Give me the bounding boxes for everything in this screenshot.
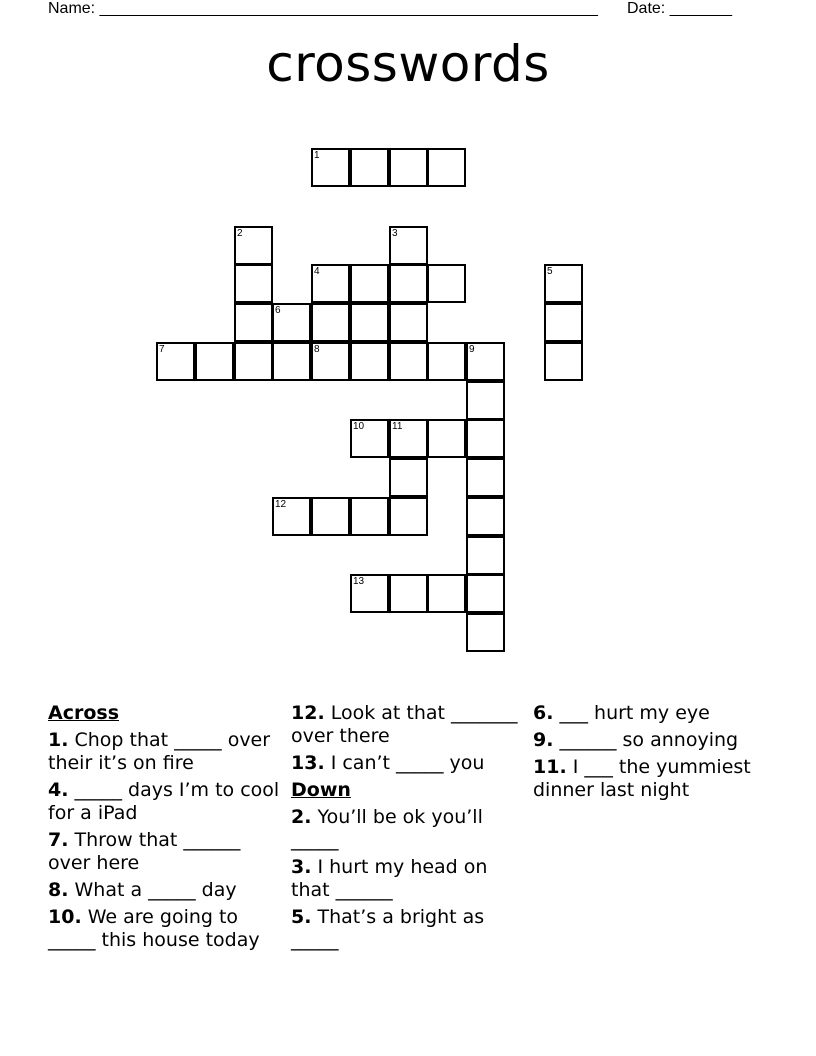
- clue-number: 2.: [291, 806, 312, 828]
- clue-across-8: [48, 879, 286, 902]
- name-field[interactable]: Name: ________________________________________________________: [48, 0, 598, 17]
- clue-text: Look at that _______ over there: [291, 702, 518, 747]
- clues-column-3: [533, 702, 773, 806]
- grid-cell[interactable]: [350, 574, 389, 613]
- clue-across-1: [48, 729, 286, 775]
- grid-cell[interactable]: [466, 458, 505, 497]
- grid-cell[interactable]: [544, 264, 583, 303]
- grid-cell[interactable]: [234, 226, 273, 265]
- across-heading: Across: [48, 702, 120, 724]
- clue-number: 10.: [48, 906, 82, 928]
- grid-cell[interactable]: [389, 458, 428, 497]
- clue-text: You’ll be ok you’ll _____: [291, 806, 483, 851]
- clue-number: 7.: [48, 829, 69, 851]
- grid-cell[interactable]: [311, 148, 350, 187]
- clue-down-3: [291, 856, 527, 902]
- grid-cell[interactable]: [466, 536, 505, 575]
- clue-number: 3.: [291, 856, 312, 878]
- clue-text: That’s a bright as _____: [291, 906, 485, 951]
- grid-cell[interactable]: [389, 226, 428, 265]
- grid-cell[interactable]: [195, 342, 234, 381]
- clue-number: 5.: [291, 906, 312, 928]
- grid-cell[interactable]: [427, 264, 466, 303]
- grid-cell[interactable]: [234, 264, 273, 303]
- grid-cell[interactable]: [311, 303, 350, 342]
- grid-cell[interactable]: [427, 574, 466, 613]
- clue-text: ______ so annoying: [553, 729, 739, 751]
- down-heading: Down: [291, 779, 351, 801]
- grid-cell[interactable]: [466, 574, 505, 613]
- clue-number: 13.: [291, 752, 325, 774]
- grid-cell[interactable]: [311, 264, 350, 303]
- clue-text: _____ days I’m to cool for a iPad: [48, 779, 280, 824]
- date-field[interactable]: Date: _______: [627, 0, 732, 17]
- clue-number-label: 1: [314, 150, 320, 161]
- clue-text: I ___ the yummiest dinner last night: [533, 756, 751, 801]
- grid-cell[interactable]: [466, 419, 505, 458]
- clue-down-5: [291, 906, 527, 952]
- grid-cell[interactable]: [350, 148, 389, 187]
- clue-across-4: [48, 779, 286, 825]
- grid-cell[interactable]: [272, 303, 311, 342]
- clue-number: 8.: [48, 879, 69, 901]
- grid-cell[interactable]: [234, 303, 273, 342]
- grid-cell[interactable]: [234, 342, 273, 381]
- clue-across-13: [291, 752, 527, 775]
- clue-down-2: [291, 806, 527, 852]
- clue-number-label: 7: [159, 344, 165, 355]
- clue-number: 4.: [48, 779, 69, 801]
- grid-cell[interactable]: [544, 303, 583, 342]
- clue-text: ___ hurt my eye: [553, 702, 710, 724]
- grid-cell[interactable]: [389, 264, 428, 303]
- grid-cell[interactable]: [389, 497, 428, 536]
- grid-cell[interactable]: [350, 264, 389, 303]
- grid-cell[interactable]: [272, 342, 311, 381]
- clue-number-label: 3: [392, 228, 398, 239]
- clue-down-9: [533, 729, 773, 752]
- clue-number-label: 10: [353, 421, 365, 432]
- grid-cell[interactable]: [466, 497, 505, 536]
- grid-cell[interactable]: [311, 342, 350, 381]
- grid-cell[interactable]: [272, 497, 311, 536]
- grid-cell[interactable]: [544, 342, 583, 381]
- clue-number-label: 6: [275, 305, 281, 316]
- clue-number-label: 4: [314, 266, 320, 277]
- grid-cell[interactable]: [350, 419, 389, 458]
- grid-cell[interactable]: [350, 303, 389, 342]
- grid-cell[interactable]: [389, 303, 428, 342]
- clue-across-7: [48, 829, 286, 875]
- clue-number-label: 8: [314, 344, 320, 355]
- grid-cell[interactable]: [466, 342, 505, 381]
- clue-number-label: 13: [353, 576, 365, 587]
- clue-across-12: [291, 702, 527, 748]
- clue-text: I hurt my head on that ______: [291, 856, 488, 901]
- clue-number-label: 5: [547, 266, 553, 277]
- grid-cell[interactable]: [389, 419, 428, 458]
- grid-cell[interactable]: [389, 574, 428, 613]
- grid-cell[interactable]: [156, 342, 195, 381]
- grid-cell[interactable]: [350, 342, 389, 381]
- clue-number-label: 2: [237, 228, 243, 239]
- clue-text: Throw that ______ over here: [48, 829, 241, 874]
- grid-cell[interactable]: [466, 613, 505, 652]
- grid-cell[interactable]: [427, 342, 466, 381]
- grid-cell[interactable]: [389, 342, 428, 381]
- clues-column-2: [291, 702, 527, 956]
- clue-number: 9.: [533, 729, 554, 751]
- clue-number: 11.: [533, 756, 567, 778]
- grid-cell[interactable]: [311, 497, 350, 536]
- clue-number: 6.: [533, 702, 554, 724]
- clue-number: 1.: [48, 729, 69, 751]
- clue-down-11: [533, 756, 773, 802]
- clue-text: I can’t _____ you: [324, 752, 485, 774]
- clue-text: Chop that _____ over their it’s on fire: [48, 729, 271, 774]
- clue-number: 12.: [291, 702, 325, 724]
- clues-column-1: [48, 702, 286, 956]
- clue-text: We are going to _____ this house today: [48, 906, 260, 951]
- clue-across-10: [48, 906, 286, 952]
- page-title: crosswords: [266, 35, 550, 93]
- grid-cell[interactable]: [350, 497, 389, 536]
- grid-cell[interactable]: [427, 419, 466, 458]
- clue-number-label: 11: [392, 421, 403, 432]
- grid-cell[interactable]: [466, 381, 505, 420]
- grid-cell[interactable]: [427, 148, 466, 187]
- grid-cell[interactable]: [389, 148, 428, 187]
- clue-text: What a _____ day: [68, 879, 237, 901]
- clue-number-label: 9: [469, 344, 475, 355]
- clue-number-label: 12: [275, 499, 287, 510]
- clue-down-6: [533, 702, 773, 725]
